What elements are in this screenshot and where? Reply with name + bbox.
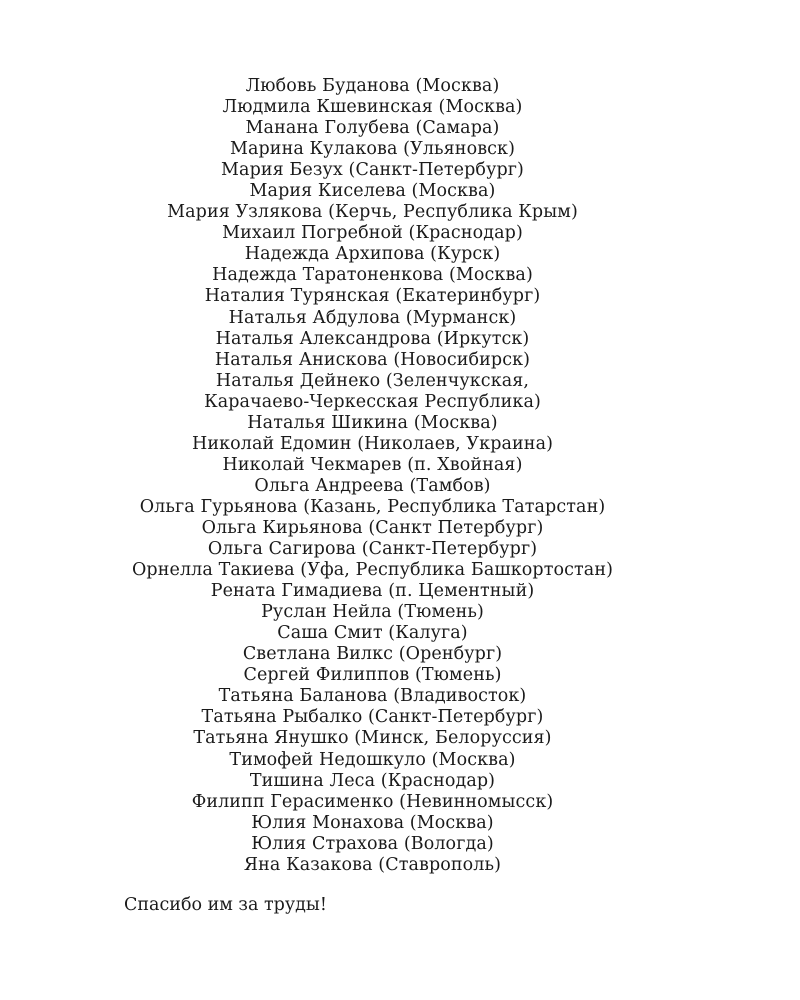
- contributor-line: Руслан Нейла (Тюмень): [261, 602, 484, 623]
- contributor-list: [0, 76, 745, 876]
- contributor-line: Татьяна Янушко (Минск, Белоруссия): [193, 728, 552, 749]
- contributor-line: Мария Безух (Санкт-Петербург): [221, 160, 524, 181]
- contributor-line: Надежда Таратоненкова (Москва): [212, 265, 533, 286]
- contributor-line: Наталия Турянская (Екатеринбург): [204, 286, 541, 307]
- contributor-line: Николай Едомин (Николаев, Украина): [191, 433, 554, 454]
- contributor-line: Николай Чекмарев (п. Хвойная): [222, 454, 523, 475]
- contributor-line: Людмила Кшевинская (Москва): [222, 97, 523, 118]
- contributor-line: Ольга Гурьянова (Казань, Республика Татарстан): [139, 496, 606, 517]
- contributor-line: Мария Узлякова (Керчь, Республика Крым): [167, 202, 578, 223]
- contributor-line: Надежда Архипова (Курск): [244, 244, 501, 265]
- contributor-line: Яна Казакова (Ставрополь): [243, 854, 502, 875]
- contributor-line: Татьяна Баланова (Владивосток): [218, 686, 527, 707]
- contributor-line: Карачаево-Черкесская Республика): [204, 391, 541, 412]
- contributor-line: Михаил Погребной (Краснодар): [222, 223, 523, 244]
- contributor-line: Тимофей Недошкуло (Москва): [229, 749, 516, 770]
- contributor-line: Наталья Абдулова (Мурманск): [228, 307, 517, 328]
- contributor-line: Татьяна Рыбалко (Санкт-Петербург): [201, 707, 544, 728]
- contributor-line: Марина Кулакова (Ульяновск): [229, 139, 516, 160]
- contributor-line: Наталья Анискова (Новосибирск): [214, 349, 531, 370]
- contributor-line: Наталья Александрова (Иркутск): [215, 328, 530, 349]
- contributor-line: Юлия Монахова (Москва): [251, 812, 494, 833]
- contributor-line: Манана Голубева (Самара): [245, 118, 500, 139]
- contributor-line: Саша Смит (Калуга): [277, 623, 468, 644]
- contributor-line: Ольга Андреева (Тамбов): [254, 475, 491, 496]
- contributor-line: Рената Гимадиева (п. Цементный): [210, 581, 535, 602]
- contributor-line: Любовь Буданова (Москва): [245, 76, 500, 96]
- contributor-line: Светлана Вилкс (Оренбург): [242, 644, 503, 665]
- contributor-line: Филипп Герасименко (Невинномысск): [191, 791, 554, 812]
- contributor-line: Мария Киселева (Москва): [249, 181, 496, 202]
- contributor-line: Орнелла Такиева (Уфа, Республика Башкортостан): [131, 560, 614, 581]
- contributor-line: Сергей Филиппов (Тюмень): [243, 665, 502, 686]
- contributor-line: Ольга Кирьянова (Санкт Петербург): [201, 517, 544, 538]
- contributor-line: Наталья Дейнеко (Зеленчукская,: [215, 370, 530, 391]
- closing-line: Спасибо им за труды!: [124, 895, 327, 915]
- contributor-line: Тишина Леса (Краснодар): [249, 770, 496, 791]
- contributor-line: Наталья Шикина (Москва): [247, 412, 498, 433]
- contributor-line: Юлия Страхова (Вологда): [251, 833, 494, 854]
- contributor-line: Ольга Сагирова (Санкт-Петербург): [207, 539, 538, 560]
